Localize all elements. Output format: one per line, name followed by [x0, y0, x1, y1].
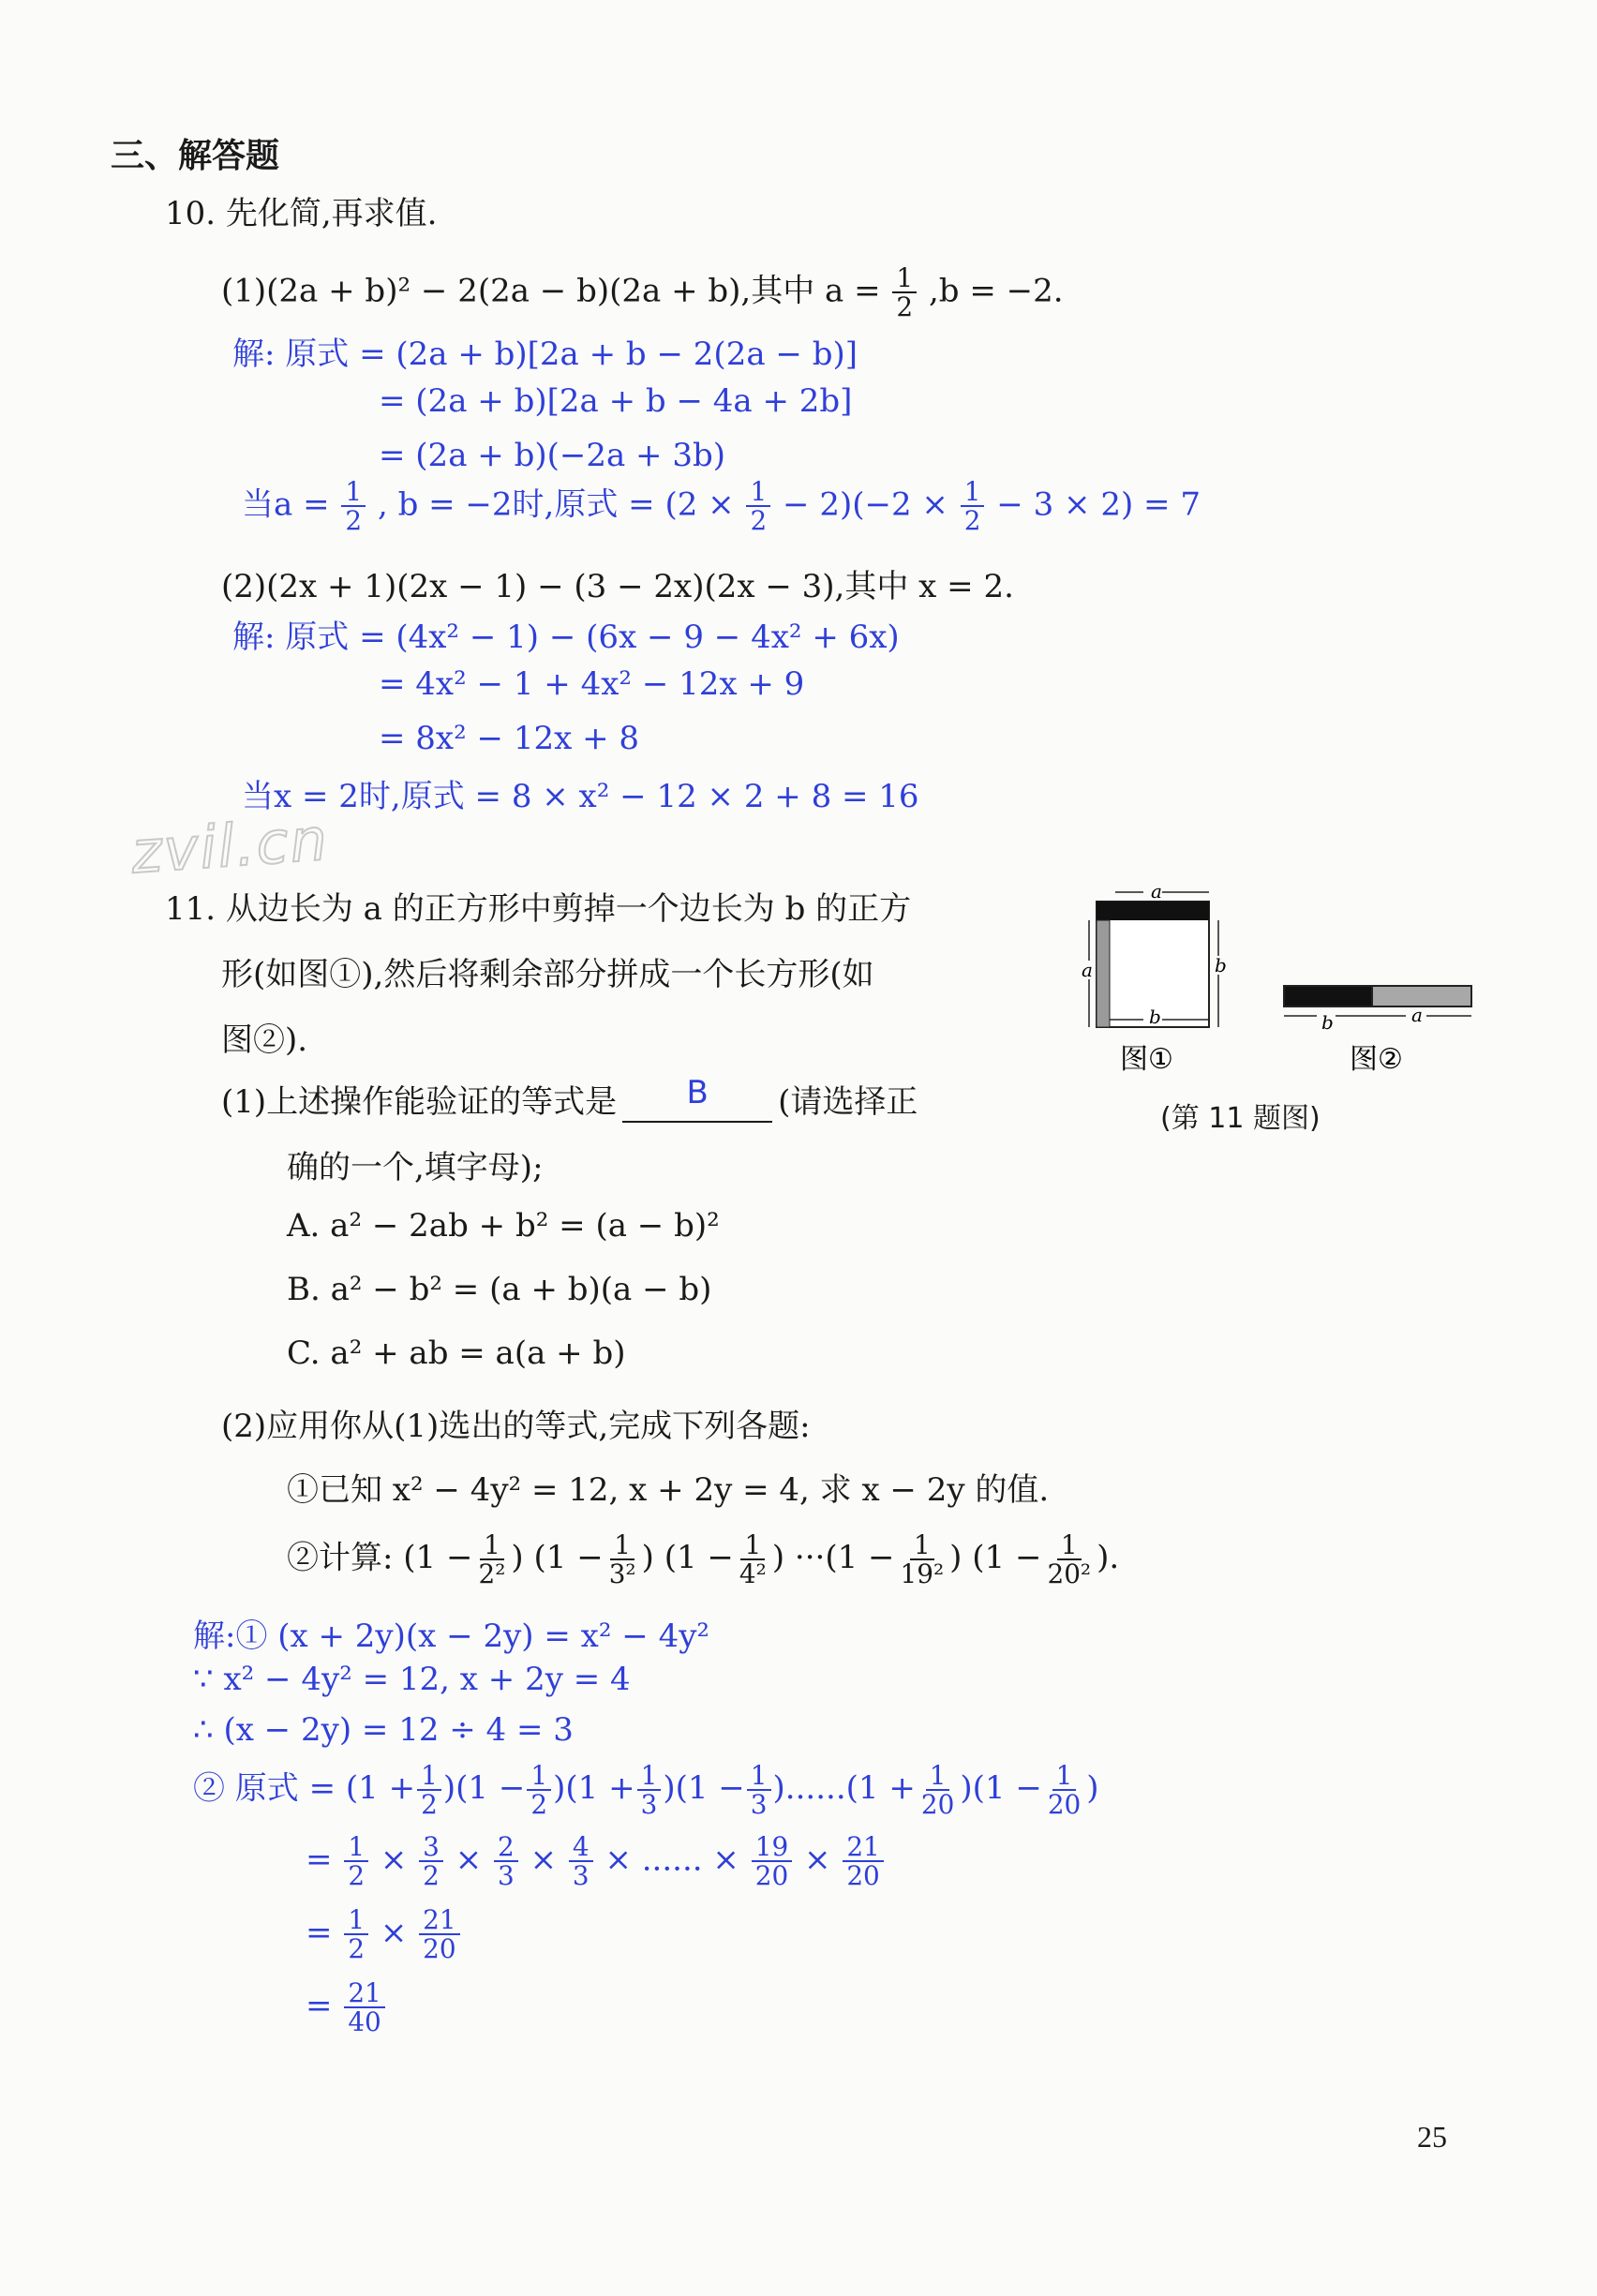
fraction-num: 1: [480, 1531, 504, 1560]
fraction-num: 3: [419, 1833, 443, 1862]
label-a: a: [1151, 881, 1162, 902]
text: − 3 × 2) = 7: [996, 485, 1201, 524]
fraction-den: 3: [640, 1789, 658, 1821]
q11-part1-line2: 确的一个,填字母);: [287, 1149, 544, 1186]
fraction-den: 20: [1047, 1789, 1082, 1821]
fraction-num: 1: [910, 1531, 934, 1560]
fraction: [605, 1531, 640, 1588]
equals: =: [306, 1841, 333, 1879]
term: [345, 1760, 456, 1821]
figure-caption: (第 11 题图): [1160, 1102, 1321, 1135]
page-number: 25: [1417, 2120, 1447, 2154]
term: [533, 1529, 654, 1590]
label-b: b: [1149, 1006, 1161, 1028]
text: ): [511, 1539, 524, 1577]
fraction: [474, 1531, 509, 1588]
rect-dark: [1284, 986, 1372, 1006]
fraction-den: 20²: [1047, 1558, 1092, 1590]
text: ② 原式 =: [193, 1769, 336, 1808]
fraction: [918, 1762, 958, 1819]
fraction-num: 1: [740, 1531, 765, 1560]
fraction: [747, 1762, 771, 1819]
fraction: [344, 1833, 368, 1890]
left-strip: [1097, 920, 1110, 1027]
label-a: a: [1411, 1004, 1423, 1026]
q10-part1-prefix: (1)(2a + b)² − 2(2a − b)(2a + b),其中 a =: [221, 272, 881, 310]
q10-solution2-line1: 解: 原式 = (4x² − 1) − (6x − 9 − 4x² + 6x): [232, 619, 900, 656]
text: ): [553, 1769, 566, 1808]
fraction: [494, 1833, 518, 1890]
q10-part1-suffix: ,b = −2.: [928, 272, 1064, 310]
figure-2-label: 图②: [1350, 1043, 1403, 1076]
fraction: [417, 1762, 441, 1819]
fraction-den: 19²: [900, 1558, 945, 1590]
fraction: [344, 1979, 384, 2036]
fraction-den: 2: [348, 1933, 366, 1965]
fraction: [961, 478, 985, 535]
fraction-den: 20: [846, 1860, 880, 1892]
fraction-num: 21: [344, 1979, 384, 2008]
q11-part2: (2)应用你从(1)选出的等式,完成下列各题:: [221, 1408, 811, 1445]
text: ): [1086, 1769, 1099, 1808]
fraction-den: 2: [423, 1860, 440, 1892]
answer-value: B: [686, 1074, 709, 1111]
text: )......: [772, 1769, 846, 1808]
fraction-num: 2: [494, 1833, 518, 1862]
figure-1-label: 图①: [1120, 1043, 1173, 1076]
term: [565, 1760, 676, 1821]
fraction-den: 3: [572, 1860, 590, 1892]
text: (1 +: [565, 1769, 635, 1808]
fraction-den: 40: [348, 2006, 381, 2038]
q10-part2: (2)(2x + 1)(2x − 1) − (3 − 2x)(2x − 3),其中 x = 2.: [221, 568, 1014, 605]
text: ): [960, 1769, 973, 1808]
fraction: [892, 264, 917, 321]
term: [403, 1529, 524, 1590]
text: ): [949, 1539, 963, 1577]
q10-part1: [221, 264, 1064, 321]
fraction: [736, 1531, 770, 1588]
q11-solution-line2: ∵ x² − 4y² = 12, x + 2y = 4: [193, 1661, 631, 1698]
q10-solution1-line2: = (2a + b)[2a + b − 4a + 2b]: [379, 382, 853, 420]
fraction-den: 20: [423, 1933, 456, 1965]
q11-solution-line1: 解:① (x + 2y)(x − 2y) = x² − 4y²: [193, 1618, 710, 1655]
text: (1 +: [845, 1769, 916, 1808]
fraction: [843, 1833, 883, 1890]
fraction-num: 1: [341, 478, 366, 507]
fraction-den: 2: [750, 505, 768, 537]
fraction: [344, 1906, 368, 1963]
equals: =: [306, 1914, 333, 1952]
fraction-num: 1: [892, 264, 917, 293]
fraction-den: 20: [920, 1789, 955, 1821]
q11-part2-i: ①已知 x² − 4y² = 12, x + 2y = 4, 求 x − 2y 的值.: [287, 1471, 1050, 1509]
fraction: [752, 1833, 792, 1890]
fraction-num: 1: [637, 1762, 662, 1791]
fraction: [897, 1531, 948, 1588]
fraction-num: 1: [344, 1906, 368, 1935]
figure-2-rectangle: [1284, 986, 1471, 1034]
term: [972, 1529, 1120, 1590]
q10-solution1-line1: 解: 原式 = (2a + b)[2a + b − 2(2a − b)]: [232, 335, 858, 373]
q11-solution-line5: = $\frac{1}{2}$ × $\frac{3}{2}$ × $\frac{2}{3}$ × $\frac{4}{3}$ × ...... × $\frac{19}{20}$ × $\frac{21}{20}$: [306, 1833, 886, 1890]
fraction-num: 1: [1057, 1531, 1082, 1560]
q10-solution2-line4: 当x = 2时,原式 = 8 × x² − 12 × 2 + 8 = 16: [242, 778, 919, 815]
term: [675, 1760, 846, 1821]
q10-solution1-line3: = (2a + b)(−2a + 3b): [379, 437, 726, 474]
q11-stem-line2: 形(如图①),然后将剩余部分拼成一个长方形(如: [221, 956, 874, 993]
q11-part1-before: (1)上述操作能验证的等式是: [221, 1083, 618, 1121]
watermark: zvil.cn: [128, 804, 332, 887]
q10-solution2-line2: = 4x² − 1 + 4x² − 12x + 9: [379, 665, 805, 703]
q11-solution-line4: [193, 1762, 1099, 1819]
fraction-num: 1: [344, 1833, 368, 1862]
label-a: a: [1082, 959, 1093, 981]
fraction: [569, 1833, 593, 1890]
q11-part1-after: (请选择正: [778, 1083, 918, 1121]
fraction: [527, 1762, 551, 1819]
fraction-den: 2: [963, 505, 981, 537]
text: (1 −: [972, 1539, 1042, 1577]
fraction-num: 1: [1052, 1762, 1077, 1791]
q11-solution-line3: ∴ (x − 2y) = 12 ÷ 4 = 3: [193, 1711, 574, 1749]
text: ···(1 −: [794, 1539, 895, 1577]
fraction-den: 2: [530, 1789, 548, 1821]
q10-solution1-line4: [242, 478, 1201, 535]
label-b: b: [1321, 1011, 1334, 1034]
q11-solution-line7: [306, 1979, 387, 2036]
fraction-num: 21: [419, 1906, 459, 1935]
fraction-den: 3: [498, 1860, 515, 1892]
term: [664, 1529, 785, 1590]
figure-1-square: [1082, 881, 1227, 1028]
fraction-num: 1: [610, 1531, 634, 1560]
fraction-den: 3²: [608, 1558, 636, 1590]
fraction-num: 4: [569, 1833, 593, 1862]
text: ): [641, 1539, 654, 1577]
option-a: A. a² − 2ab + b² = (a − b)²: [287, 1207, 720, 1245]
fraction-den: 2²: [478, 1558, 506, 1590]
fraction-num: 1: [746, 478, 770, 507]
q11-part1: [221, 1076, 918, 1123]
fraction-num: 1: [926, 1762, 950, 1791]
text: (1 −: [972, 1769, 1042, 1808]
q10-stem: 10. 先化简,再求值.: [165, 195, 438, 232]
text: ).: [1097, 1539, 1120, 1577]
fraction-num: 19: [752, 1833, 792, 1862]
q11-part2-ii: [287, 1531, 1119, 1588]
fraction: [419, 1906, 459, 1963]
label-b: b: [1215, 954, 1227, 977]
equals: =: [306, 1987, 333, 2025]
text: (1 −: [664, 1539, 734, 1577]
text: (1 −: [455, 1769, 526, 1808]
text: ): [771, 1539, 785, 1577]
fraction-num: 21: [843, 1833, 883, 1862]
fraction-den: 2: [421, 1789, 438, 1821]
text: (1 −: [675, 1769, 745, 1808]
text: (1 −: [403, 1539, 473, 1577]
text: (1 −: [533, 1539, 604, 1577]
text: (1 +: [345, 1769, 416, 1808]
text: ): [663, 1769, 676, 1808]
q11-figure: [1078, 881, 1490, 1106]
term: [455, 1760, 566, 1821]
text: − 2)(−2 ×: [783, 485, 948, 524]
fraction: [419, 1833, 443, 1890]
ellipsis: ......: [641, 1841, 703, 1879]
fraction: [637, 1762, 662, 1819]
fraction: [1044, 1762, 1084, 1819]
answer-blank: [622, 1074, 772, 1123]
term: [845, 1760, 973, 1821]
fraction-den: 2: [345, 505, 363, 537]
fraction-den: 4²: [739, 1558, 767, 1590]
text: 当a =: [242, 485, 330, 524]
top-strip: [1097, 902, 1209, 920]
section-title: 三、解答题: [111, 137, 280, 175]
text: ): [442, 1769, 456, 1808]
fraction-den: 3: [750, 1789, 768, 1821]
fraction-num: 1: [417, 1762, 441, 1791]
fraction-den: 20: [754, 1860, 789, 1892]
fraction-num: 1: [747, 1762, 771, 1791]
fraction-den: 2: [896, 291, 914, 323]
fraction: [341, 478, 366, 535]
q11-stem-line3: 图②).: [221, 1021, 308, 1059]
q11-solution-line6: = $\frac{1}{2}$ × $\frac{21}{20}$: [306, 1906, 462, 1963]
option-b: B. a² − b² = (a + b)(a − b): [287, 1271, 712, 1308]
term: [972, 1760, 1099, 1821]
fraction: [1043, 1531, 1095, 1588]
text: , b = −2时,原式 = (2 ×: [377, 485, 735, 524]
fraction-num: 1: [961, 478, 985, 507]
fraction: [746, 478, 770, 535]
term: [794, 1529, 963, 1590]
q10-solution2-line3: = 8x² − 12x + 8: [379, 720, 640, 757]
q11-stem-line1: 11. 从边长为 a 的正方形中剪掉一个边长为 b 的正方: [165, 890, 912, 928]
fraction-num: 1: [527, 1762, 551, 1791]
fraction-den: 2: [348, 1860, 366, 1892]
text: ②计算:: [287, 1539, 394, 1577]
option-c: C. a² + ab = a(a + b): [287, 1334, 626, 1372]
